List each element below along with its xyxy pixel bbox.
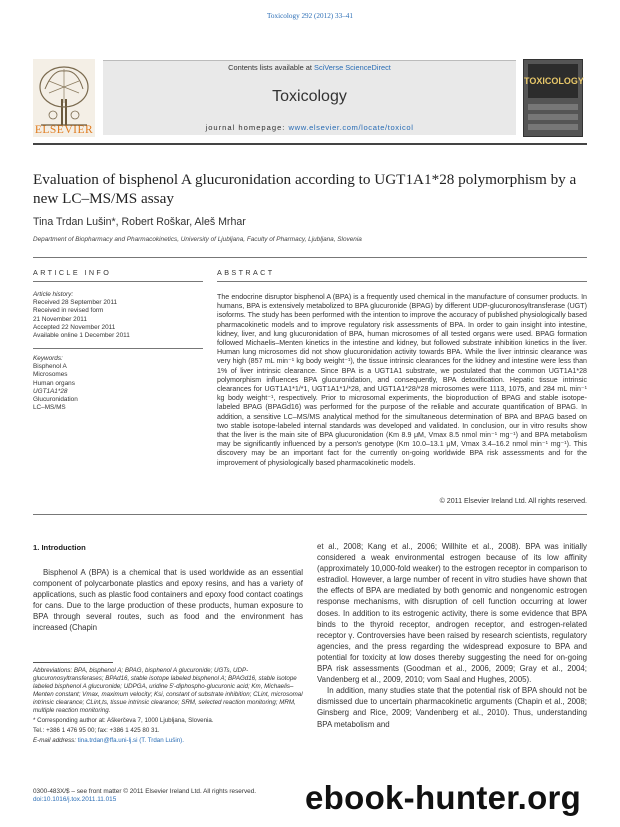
author-affiliation: Department of Biopharmacy and Pharmacokinetics, University of Ljubljana, Faculty of Pharmacy, Ljubljana, Slovenia: [33, 236, 362, 243]
abbreviations-footnote: Abbreviations: BPA, bisphenol A; BPAG, bisphenol A glucuronide; UGTs, UDP-glucuronosyltransferases; BPAd16, stable isotope labeled bisphenol A; BPAGd16, stable isotope labeled bisphenol A glucuronide; UDPGA, uridine 5′-diphospho-glucuronic acid; Km, Michaelis–Menten constant; Vmax, maximum velocity; Ksi, constant of substrate inhibition; CLint, microsomal intrinsic clearance; CLint,ts, tissue intrinsic clearance; SRM, selected reaction monitoring; MRM, multiple reaction monitoring.: [33, 667, 303, 714]
abstract-copyright: © 2011 Elsevier Ireland Ltd. All rights reserved.: [439, 497, 587, 505]
history-item: 21 November 2011: [33, 315, 87, 323]
cover-stripe: [528, 114, 578, 120]
divider: [217, 281, 587, 282]
keyword: Glucuronidation: [33, 396, 78, 404]
article-history: [33, 291, 203, 340]
sciencedirect-link[interactable]: SciVerse ScienceDirect: [314, 63, 391, 72]
email-link[interactable]: tina.trdan@ffa.uni-lj.si (T. Trdan Lušin).: [77, 737, 184, 744]
keywords-label: Keywords:: [33, 355, 63, 362]
divider: [33, 514, 587, 515]
divider: [33, 257, 587, 258]
keyword: LC–MS/MS: [33, 404, 66, 412]
elsevier-wordmark: ELSEVIER: [34, 124, 94, 136]
homepage-prefix: journal homepage:: [205, 123, 289, 132]
abstract-text: The endocrine disruptor bisphenol A (BPA) is a frequently used chemical in the manufacture of consumer products. In humans, BPA is extensively metabolized to BPA glucuronide (BPAG) by different UDP-glucuronosyltransferase (UGT) isoforms. The study has been performed with the intention to improve the accuracy of published physiologically based pharmacokinetic models and to improve regulatory risk assessments of BPA. In order to gain insight into intestine, kidney, liver, and lung glucuronidation of BPA, human microsomes of all tested organs were used. BPAG formation followed Michaelis–Menten kinetics in the intestine and kidney, but followed substrate inhibition kinetics in the liver. Human lung microsomes did not show glucuronidation activity towards BPA. While the liver intrinsic clearance was very high (857 mL min⁻¹ kg body weight⁻¹), the tissue intrinsic clearances for the kidney and intestine were less than 1% of liver intrinsic clearance. Since BPA is a UGT1A1 substrate, we postulated that the common UGT1A1*28 polymorphism influences BPA glucuronidation, and consequently, BPA detoxification. Hepatic tissue intrinsic clearances for UGT1A1*1/*1, UGT1A1*1/*28, and UGT1A1*28/*28 microsomes were 1113, 1075, and 284 mL min⁻¹ kg body weight⁻¹, respectively. Prior to microsomal experiments, the bioproduction of BPAG and stable isotope-labeled BPAG (BPAGd16) was performed for the purpose of the reliable and accurate quantification of BPAG. In addition, a sensitive LC–MS/MS analytical method for the simultaneous determination of BPA and BPAG based on two stable isotope-labeled internal standards was developed and validated. In conclusion, our in vitro results show that the liver is the main site of BPA glucuronidation (Km 8.9 μM, Vmax 8.5 nmol min⁻¹ mg⁻¹) and BPA metabolism may be significantly influenced by a person's genotype (Km 10.0–13.1 μM, Vmax 3.4–16.2 nmol min⁻¹ mg⁻¹). This discovery may be an important fact for the currently on-going worldwide BPA risk assessments and for the improvement of physiologically based pharmacokinetic models.: [217, 293, 587, 467]
divider: [33, 348, 203, 349]
cover-stripe: [528, 104, 578, 110]
keyword: Bisphenol A: [33, 363, 67, 371]
keyword: Microsomes: [33, 371, 68, 379]
email-label: E-mail address:: [33, 737, 78, 744]
issn-line: 0300-483X/$ – see front matter © 2011 Elsevier Ireland Ltd. All rights reserved.: [33, 788, 257, 795]
footnotes: [33, 667, 303, 747]
cover-title: TOXICOLOGY: [524, 76, 584, 86]
cover-stripe: [528, 124, 578, 130]
article-history-label: Article history:: [33, 291, 74, 298]
introduction-paragraph: Bisphenol A (BPA) is a chemical that is used worldwide as an essential component of polycarbonate plastics and epoxy resins, and has a variety of applications, such as plastic food containers and epoxy food contact coatings for cans. Due to the large production of these products, human exposure to BPA through several routes, such as food and the environment has increased (Chapin: [33, 568, 303, 633]
abstract-heading: ABSTRACT: [217, 268, 275, 277]
keyword: Human organs: [33, 379, 75, 387]
keyword: UGT1A1*28: [33, 387, 68, 395]
homepage-link[interactable]: www.elsevier.com/locate/toxicol: [288, 123, 414, 132]
article-title: Evaluation of bisphenol A glucuronidation according to UGT1A1*28 polymorphism by a new LC–MS/MS assay: [33, 171, 577, 207]
email-note: [33, 737, 303, 745]
corresponding-author-note: * Corresponding author at: Aškerčeva 7, 1000 Ljubljana, Slovenia.: [33, 717, 214, 724]
phone-fax-note: Tel.: +386 1 476 95 00; fax: +386 1 425 80 31.: [33, 727, 160, 734]
issn-block: [33, 788, 256, 805]
article-info-heading: ARTICLE INFO: [33, 268, 112, 277]
contents-line: [103, 63, 516, 72]
right-column: [317, 541, 587, 730]
footnote-divider: [33, 662, 113, 663]
journal-citation[interactable]: Toxicology 292 (2012) 33–41: [267, 12, 353, 20]
watermark: ebook-hunter.org: [305, 779, 582, 816]
history-item: Received in revised form: [33, 307, 104, 315]
header-divider: [33, 143, 587, 145]
article-authors: Tina Trdan Lušin*, Robert Roškar, Aleš Mrhar: [33, 216, 246, 228]
introduction-paragraph: et al., 2008; Kang et al., 2006; Willhite et al., 2008). BPA was initially considered a weak environmental estrogen because of its low affinity (approximately 10,000-fold weaker) to the estrogen receptor in comparison to estradiol. However, a large number of recent in vitro studies have shown that the effects of BPA are mediated by both genomic and nongenomic estrogen response mechanisms, with disruption of cell function occurring at lower doses. In addition to its estrogenic activity, there is some evidence that BPA binds to the thyroid receptor, androgen receptor, and estrogen-related receptor γ. Controversies have been raised by research scientists, regulatory agencies, and the press regarding the widespread exposure to BPA and potential for toxicity at low doses thereby suggesting the need for on-going BPA risk assessments (Goodman et al., 2006, 2009; Gray et al., 2004; Vandenberg et al., 2009, 2010; vom Saal and Hughes, 2005).: [317, 542, 587, 685]
introduction-paragraph: In addition, many studies state that the potential risk of BPA should not be dismissed due to uncertain pharmacokinetic arguments (Chapin et al., 2008; Ginsberg and Rice, 2009; Vandenberg et al., 2010). Thus, understanding BPA metabolism and: [317, 686, 587, 729]
divider: [33, 281, 203, 282]
history-item: Available online 1 December 2011: [33, 332, 130, 340]
doi-link[interactable]: doi:10.1016/j.tox.2011.11.015: [33, 796, 117, 804]
journal-cover-thumbnail[interactable]: [523, 59, 583, 137]
introduction-heading: 1. Introduction: [33, 543, 86, 552]
contents-prefix: Contents lists available at: [228, 63, 315, 72]
history-item: Received 28 September 2011: [33, 299, 118, 307]
history-item: Accepted 22 November 2011: [33, 323, 116, 331]
keywords-list: [33, 355, 203, 412]
journal-homepage-line: [103, 123, 516, 132]
journal-title: Toxicology: [272, 88, 347, 105]
